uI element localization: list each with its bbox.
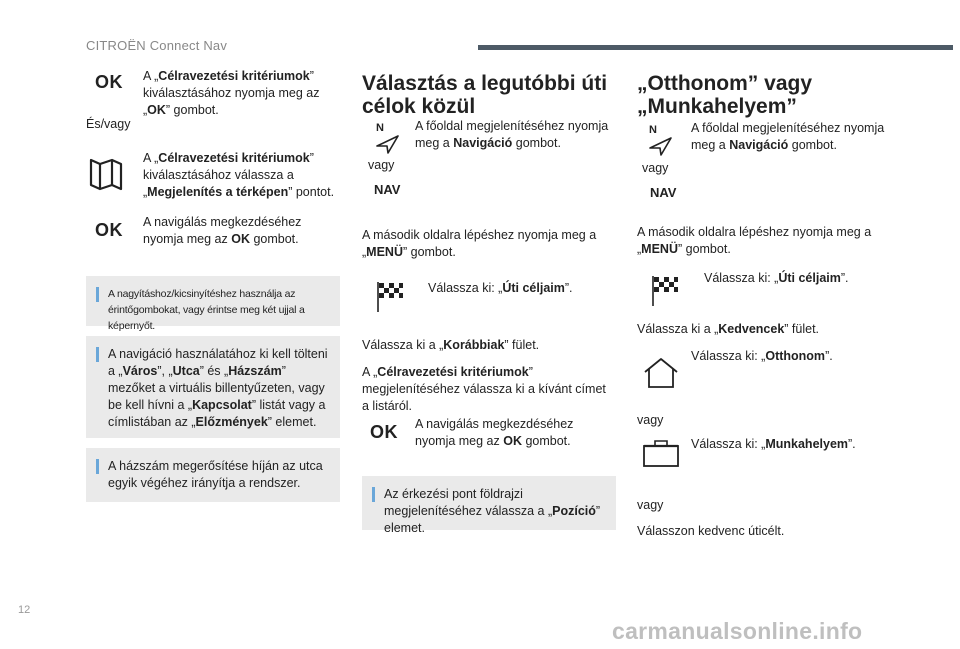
step-my-destinations: Válassza ki: „Úti céljaim”. (428, 281, 573, 295)
ok-icon: OK (95, 72, 123, 92)
note-zoom: A nagyításhoz/kicsinyítéshez használja az érintőgombokat, vagy érintse meg két ujjal a képernyőt. (86, 276, 340, 326)
nav-button-label: NAV (374, 182, 401, 197)
checkered-flag-icon (375, 280, 405, 317)
step-criteria-map: A „Célravezetési kritériumok” kiválasztásához válassza a „Megjelenítés a térképen” pontot. (143, 151, 335, 199)
step-recent-tab: Válassza ki a „Korábbiak” fület. (362, 338, 540, 352)
section-title-recent: Választás a legutóbbi úti célok közül (362, 72, 608, 118)
or-label: És/vagy (86, 117, 131, 131)
watermark: carmanualsonline.info (612, 618, 863, 644)
header-bar (478, 45, 953, 50)
ok-icon: OK (95, 220, 123, 240)
ok-icon: OK (370, 422, 398, 442)
north-label: N (376, 122, 384, 134)
briefcase-icon (642, 438, 680, 471)
navigation-icon (370, 122, 402, 157)
or-label: vagy (637, 413, 664, 427)
step-start-navigation: A navigálás megkezdéséhez nyomja meg az OK gombot. (415, 417, 574, 448)
map-icon (88, 156, 124, 195)
or-label: vagy (642, 161, 669, 175)
note-house-number: A házszám megerősítése híján az utca egyik végéhez irányítja a rendszer. (86, 448, 340, 502)
north-label: N (649, 124, 657, 136)
checkered-flag-icon (650, 274, 680, 311)
step-choose-favourite: Válasszon kedvenc úticélt. (637, 524, 785, 538)
step-favourites-tab: Válassza ki a „Kedvencek” fület. (637, 322, 820, 336)
or-label: vagy (368, 158, 395, 172)
navigation-icon (643, 124, 675, 159)
or-label: vagy (637, 498, 664, 512)
note-address-fields: A navigáció használatához ki kell tölteni a „Város”, „Utca” és „Házszám” mezőket a virtuális billentyűzeten, vagy be kell hívni a „Kapcsolat” listát vagy a címlistában az „Előzmények” elemet. (86, 336, 340, 438)
step-menu: A második oldalra lépéshez nyomja meg a „MENÜ” gombot. (637, 225, 872, 256)
step-open-navigation: A főoldal megjelenítéséhez nyomja meg a Navigáció gombot. (691, 121, 885, 152)
step-start-navigation: A navigálás megkezdéséhez nyomja meg az OK gombot. (143, 215, 302, 246)
step-criteria-ok: A „Célravezetési kritériumok” kiválasztásához nyomja meg az „OK” gombot. (143, 69, 320, 117)
step-work: Válassza ki: „Munkahelyem”. (691, 437, 856, 451)
page-number: 12 (18, 604, 31, 616)
note-position: Az érkezési pont földrajzi megjelenítéséhez válassza a „Pozíció” elemet. (362, 476, 616, 530)
step-select-address: A „Célravezetési kritériumok” megjelenítéséhez válassza ki a kívánt címet a listáról. (362, 365, 606, 413)
nav-button-label: NAV (650, 185, 677, 200)
step-menu: A második oldalra lépéshez nyomja meg a „MENÜ” gombot. (362, 228, 597, 259)
step-my-destinations: Válassza ki: „Úti céljaim”. (704, 271, 849, 285)
manual-header-title: CITROËN Connect Nav (86, 38, 228, 53)
home-icon (642, 356, 680, 393)
section-title-home-work: „Otthonom” vagy „Munkahelyem” (637, 72, 813, 118)
step-open-navigation: A főoldal megjelenítéséhez nyomja meg a Navigáció gombot. (415, 119, 609, 150)
step-home: Válassza ki: „Otthonom”. (691, 349, 833, 363)
